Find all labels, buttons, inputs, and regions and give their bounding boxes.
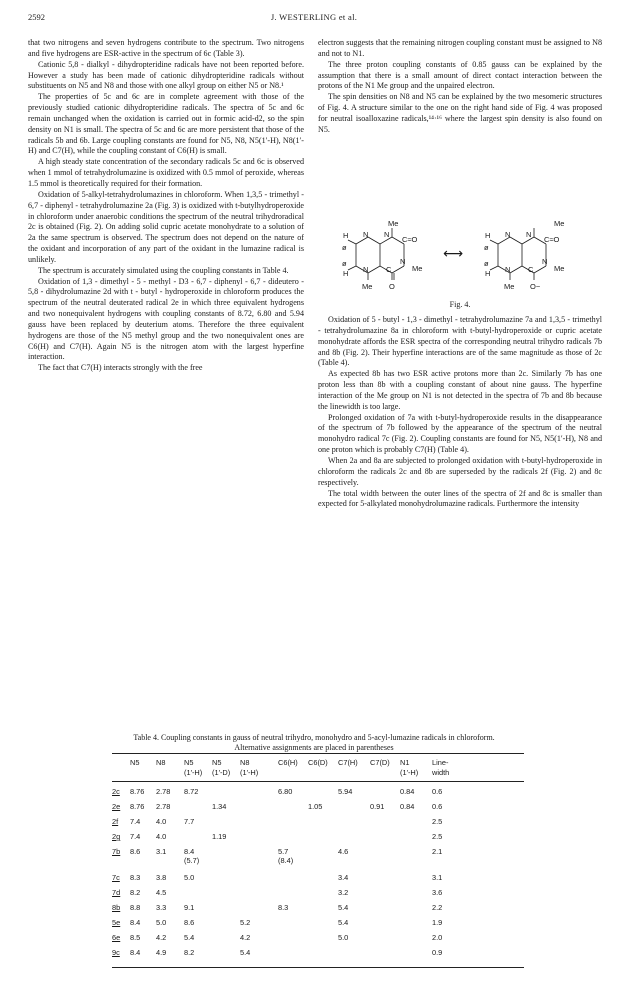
- table-cell: 5.0: [338, 933, 349, 942]
- right-n1: N: [505, 230, 511, 239]
- paragraph: The spectrum is accurately simulated using the coupling constants in Table 4.: [38, 265, 289, 275]
- table-rule: [112, 781, 524, 782]
- left-me-right: Me: [412, 264, 423, 273]
- table-cell: 8.3: [278, 903, 289, 912]
- table-cell: 8.6: [130, 847, 141, 856]
- left-structure-labels: [342, 219, 422, 291]
- left-c-o: C≈O: [402, 235, 418, 244]
- table-cell: 3.1: [432, 873, 443, 882]
- table-cell: 5.4: [338, 918, 349, 927]
- table-caption-line2: Alternative assignments are placed in parentheses: [234, 743, 394, 752]
- table-cell: 7.4: [130, 832, 141, 841]
- table-cell: 3.2: [338, 888, 349, 897]
- column-subheader: (1′-H): [400, 768, 419, 777]
- right-me-right: Me: [554, 264, 565, 273]
- table-cell: 2.78: [156, 787, 171, 796]
- column-subheader: (1′-H): [184, 768, 203, 777]
- table-cell: 5.4: [184, 933, 195, 942]
- table-cell: 8.8: [130, 903, 141, 912]
- left-o-bottom: O: [389, 282, 395, 291]
- row-id: 7d: [112, 888, 121, 897]
- table-cell: 0.84: [400, 802, 415, 811]
- table-cell: 0.9: [432, 948, 443, 957]
- table-caption-line1: Table 4. Coupling constants in gauss of neutral trihydro, monohydro and 5-acyl-lumazine radicals in chloroform.: [133, 733, 495, 742]
- right-me-bottom: Me: [504, 282, 515, 291]
- paragraph: Cationic 5,8 - dialkyl - dihydropteridine radicals have not been reported before. However a study has been made of cationic dihydropteridine radicals without substituents on N5 and N8 and those with one alkyl group on either N5 or N8.¹: [28, 59, 304, 91]
- table-rule: [112, 967, 524, 968]
- right-c-o: C≈O: [544, 235, 560, 244]
- table-cell: 3.8: [156, 873, 167, 882]
- left-phi1: ø: [342, 243, 347, 252]
- left-n2: N: [384, 230, 390, 239]
- table-cell: 0.6: [432, 802, 443, 811]
- table-caption: [28, 733, 600, 753]
- left-me-top: Me: [388, 219, 399, 228]
- paragraph: The spin densities on N8 and N5 can be explained by the two mesomeric structures of Fig. 4. A structure similar to the one on the right hand side of Fig. 4 was proposed for neutral isoalloxazine radicals,¹⁴·¹⁶ where the largest spin density is also found on N5.: [318, 92, 602, 134]
- table-cell: 2.5: [432, 832, 443, 841]
- table-cell: 5.4: [338, 903, 349, 912]
- table-cell: 8.2: [130, 888, 141, 897]
- table-cell: 8.72: [184, 787, 199, 796]
- right-n-me: N: [542, 257, 548, 266]
- table-cell: 8.5: [130, 933, 141, 942]
- table-cell: 3.1: [156, 847, 167, 856]
- table-cell: 8.2: [184, 948, 195, 957]
- table-cell: 7.4: [130, 817, 141, 826]
- row-id: 5e: [112, 918, 121, 927]
- row-id: 2g: [112, 832, 121, 841]
- right-n2: N: [526, 230, 532, 239]
- left-n-me: N: [400, 257, 406, 266]
- table-cell: 4.2: [156, 933, 167, 942]
- coupling-constants-table: [112, 753, 524, 973]
- table-cell: 0.91: [370, 802, 385, 811]
- table-cell: 7.7: [184, 817, 195, 826]
- table-cell: 3.3: [156, 903, 167, 912]
- right-column-top: [318, 38, 602, 136]
- page-number: 2592: [28, 12, 45, 22]
- row-id: 6e: [112, 933, 121, 942]
- paragraph: The three proton coupling constants of 0.85 gauss can be explained by the assumption that there is a small amount of direct contact interaction between the protons of the N1 Me group and the unpaired electron.: [318, 59, 602, 91]
- right-me-top: Me: [554, 219, 565, 228]
- table-cell: 8.4: [130, 948, 141, 957]
- paragraph: As expected 8b has two ESR active protons more than 2c. Similarly 7b has one proton less than 8b with a coupling constant of about nine gauss. The hyperfine interaction of the Me group on N1 is not detected in the spectra of 7b and 8b because the linewidth is too large.: [318, 369, 602, 411]
- table-cell: 3.6: [432, 888, 443, 897]
- column-header: C6(H): [278, 758, 298, 767]
- column-header: N1: [400, 758, 410, 767]
- left-n1: N: [363, 230, 369, 239]
- table-cell: 8.3: [130, 873, 141, 882]
- table-cell: 1.34: [212, 802, 227, 811]
- column-header: N5: [184, 758, 194, 767]
- paragraph: Oxidation of 5-alkyl-tetrahydrolumazines in chloroform. When 1,3,5 - trimethyl - 6,7 - diphenyl - tetrahydrolumazine 2a (Fig. 3) is oxidized with t-butylhydroperoxide in chloroform under anaerobic conditions the spectrum of the neutral trihydroradical 2c is obtained (Fig. 2). On adding solid cupric acetate monohydrate to a solution of 2a the same spectrum is observed. The spectrum does not depend on the nature of the oxidant and incorporation of any part of the oxidant in the lumazine radical is unlikely.: [28, 189, 304, 264]
- paragraph: When 2a and 8a are subjected to prolonged oxidation with t-butyl-hydroperoxide in chloroform the radicals 2c and 8b are superseded by the radicals 2f (Fig. 2) and 8c respectively.: [318, 455, 602, 487]
- table-cell: 9.1: [184, 903, 195, 912]
- page-header: [28, 12, 600, 26]
- table-cell: 4.6: [338, 847, 349, 856]
- table-cell: 2.1: [432, 847, 443, 856]
- row-id: 9c: [112, 948, 120, 957]
- right-column-bottom: [318, 315, 602, 510]
- right-structure: [490, 228, 546, 280]
- table-cell: 2.5: [432, 817, 443, 826]
- row-id: 2c: [112, 787, 120, 796]
- table-cell: 5.0: [184, 873, 195, 882]
- table-cell: 5.7: [278, 847, 289, 856]
- table-rule: [112, 753, 524, 754]
- table-cell: 8.4: [184, 847, 195, 856]
- column-subheader: (1′-H): [240, 768, 259, 777]
- paragraph: The properties of 5c and 6c are in complete agreement with those of the previously studied cationic dihydropteridine radicals. The spectra of 5c and 6c remain unchanged when the oxidation is carried out in formic acid-d2, so the spin density on N1 is small. The spectra of 5c and 6c are more persistent that those of the radicals 5b and 6b. Large coupling constants are found for N5, N8, N5(1′-H), N8(1′-H) and C7(H), while the coupling constant of C6(H) is small.: [28, 92, 304, 156]
- table-cell: 5.94: [338, 787, 353, 796]
- table-cell: 3.4: [338, 873, 349, 882]
- left-column: [28, 38, 304, 374]
- table-cell: 5.0: [156, 918, 167, 927]
- left-phi2: ø: [342, 259, 347, 268]
- column-header: N5: [212, 758, 222, 767]
- left-c2: C: [386, 265, 392, 274]
- column-header: N5: [130, 758, 140, 767]
- left-h1: H: [343, 231, 349, 240]
- table-cell: 4.2: [240, 933, 251, 942]
- column-header: N8: [156, 758, 166, 767]
- table-cell: 4.5: [156, 888, 167, 897]
- row-id: 7c: [112, 873, 120, 882]
- left-structure: [348, 228, 404, 280]
- left-h2: H: [343, 269, 349, 278]
- table-cell: 6.80: [278, 787, 293, 796]
- table-cell: 8.6: [184, 918, 195, 927]
- right-n3: N: [505, 265, 511, 274]
- table-cell: 1.19: [212, 832, 227, 841]
- row-id: 8b: [112, 903, 121, 912]
- column-header: C7(H): [338, 758, 358, 767]
- left-me-bottom: Me: [362, 282, 373, 291]
- table-cell: 0.6: [432, 787, 443, 796]
- table-cell: 8.4: [130, 918, 141, 927]
- paragraph: A high steady state concentration of the secondary radicals 5c and 6c is observed when 1 mmol of tetrahydrolumazine is oxidized with 0.5 mmol of peroxide, whereas 1.5 mmol is theoretically required for their formation.: [28, 157, 304, 188]
- resonance-arrow: ⟷: [443, 245, 464, 261]
- table-cell-alt: (5.7): [184, 856, 200, 865]
- paragraph: Oxidation of 1,3 - dimethyl - 5 - methyl - D3 - 6,7 - diphenyl - 6,7 - dideutero - 5,8 - dihydrolumazine 2d with t - butyl - hydroperoxide in chloroform produces the spectrum of the neutral deuterated radical 2e in which three equivalent hydrogens and two nonequivalent hydrogens with coupling constants of 8.72, 6.80 and 5.94 gauss have been replaced by deuterium atoms. Therefore the three equivalent hydrogens are those of the N5 methyl group and the two nonequivalent ones are C6(H) and C7(H). Again N5 is the nitrogen atom with the largest hyperfine interaction.: [28, 276, 304, 362]
- table-cell: 0.84: [400, 787, 415, 796]
- table-cell: 8.76: [130, 787, 145, 796]
- column-subheader: width: [432, 768, 450, 777]
- table-cell: 2.0: [432, 933, 443, 942]
- paragraph: Prolonged oxidation of 7a with t-butyl-hydroperoxide results in the disappearance of the spectrum of 7b followed by the appearance of the spectrum of the neutral monohydro radical 7c (Fig. 2). Coupling constants are found for N5, N5(1′-H), N8 and one proton which is probably C7(H) (Table 4).: [318, 412, 602, 455]
- column-subheader: (1′-D): [212, 768, 231, 777]
- table-cell: 5.2: [240, 918, 251, 927]
- table-cell: 4.0: [156, 817, 167, 826]
- right-h2: H: [485, 269, 491, 278]
- column-header: C6(D): [308, 758, 328, 767]
- right-h1: H: [485, 231, 491, 240]
- mesomeric-structures-diagram: [318, 214, 602, 296]
- right-o-bottom: O−: [530, 282, 541, 291]
- table-cell: 1.05: [308, 802, 323, 811]
- paragraph: that two nitrogens and seven hydrogens contribute to the spectrum. Two nitrogens and five hydrogens are ESR-active in the spectrum of 6c (Table 3).: [28, 38, 304, 58]
- right-structure-labels: [484, 219, 564, 291]
- row-id: 7b: [112, 847, 121, 856]
- paragraph: The total width between the outer lines of the spectra of 2f and 8c is smaller than expected for 5-alkylated monohydrolumazine radicals. Furthermore the intensity: [318, 488, 602, 509]
- right-c2: C: [528, 265, 534, 274]
- table-cell-alt: (8.4): [278, 856, 294, 865]
- paragraph: The fact that C7(H) interacts strongly with the free: [38, 363, 203, 373]
- table-cell: 2.2: [432, 903, 443, 912]
- table-cell: 4.9: [156, 948, 167, 957]
- right-phi2: ø: [484, 259, 489, 268]
- right-phi1: ø: [484, 243, 489, 252]
- left-n3: N: [363, 265, 369, 274]
- column-header: Line-: [432, 758, 449, 767]
- table-cell: 4.0: [156, 832, 167, 841]
- row-id: 2f: [112, 817, 119, 826]
- figure-caption: Fig. 4.: [449, 300, 471, 309]
- paragraph: electron suggests that the remaining nitrogen coupling constant must be assigned to N8 and not to N1.: [318, 38, 602, 58]
- figure-4: [318, 214, 602, 296]
- table-cell: 8.76: [130, 802, 145, 811]
- paragraph: Oxidation of 5 - butyl - 1,3 - dimethyl - tetrahydrolumazine 7a and 1,3,5 - trimethyl - tetrahydrolumazine 8a in chloroform with t-butyl-hydroperoxide or cupric acetate monohydrate affords the ESR spectra of the corresponding neutral trihydro radicals 7b and 8b (Fig. 2). Their hyperfine interactions are of the same magnitude as those of 2c (Table 4).: [318, 315, 602, 368]
- table-cell: 5.4: [240, 948, 251, 957]
- table-cell: 2.78: [156, 802, 171, 811]
- column-header: N8: [240, 758, 250, 767]
- table-cell: 1.9: [432, 918, 443, 927]
- row-id: 2e: [112, 802, 121, 811]
- column-header: C7(D): [370, 758, 390, 767]
- running-head: J. WESTERLING et al.: [270, 12, 358, 22]
